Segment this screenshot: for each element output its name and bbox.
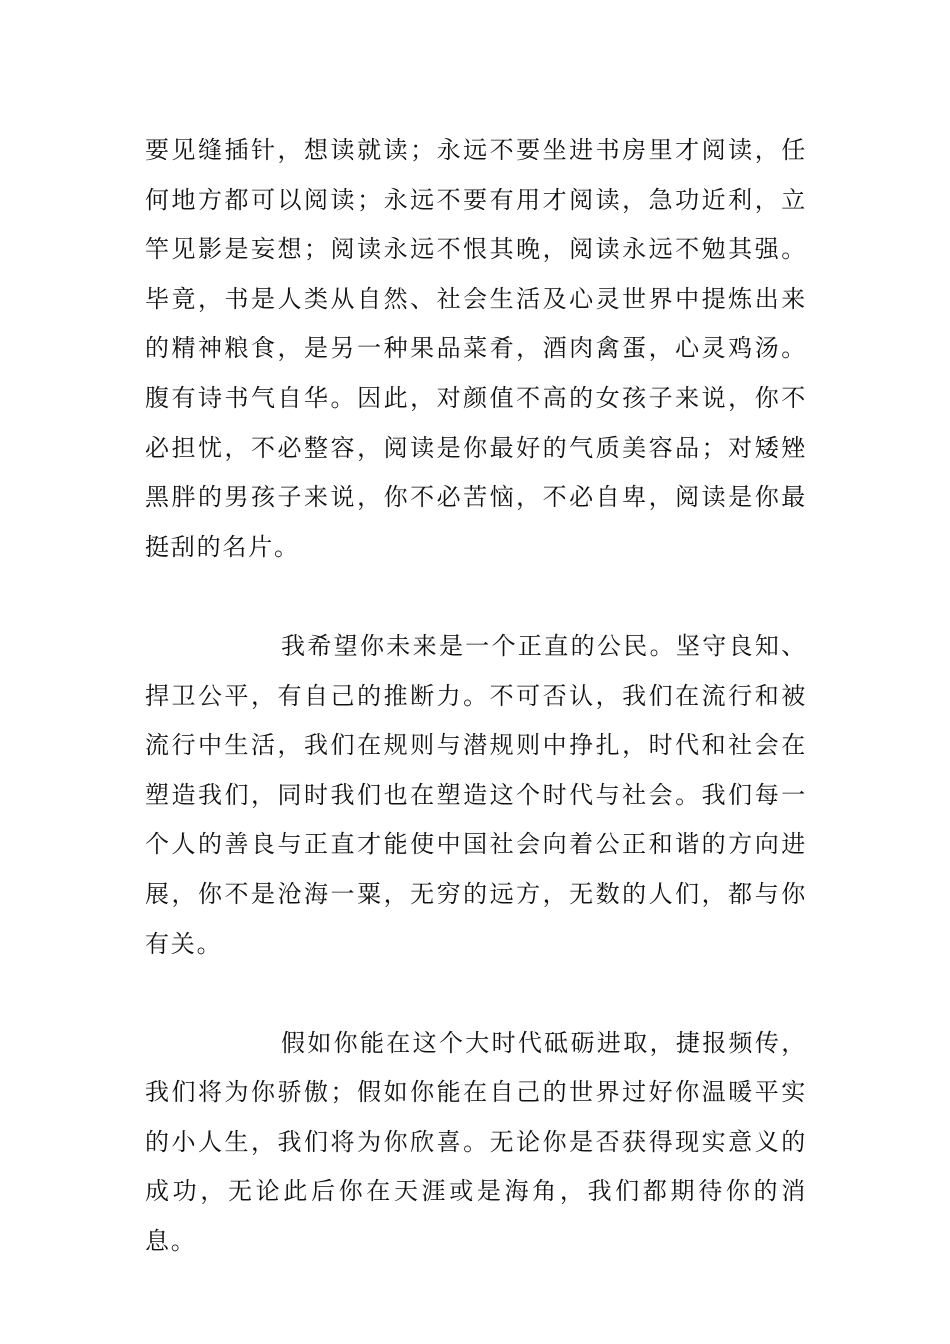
paragraph-citizen: 我希望你未来是一个正直的公民。坚守良知、捍卫公平，有自己的推断力。不可否认，我们在流行和被流行中生活，我们在规则与潜规则中挣扎，时代和社会在塑造我们，同时我们也在塑造这个时代与社会。我们每一个人的善良与正直才能使中国社会向着公正和谐的方向进展，你不是沧海一粟，无穷的远方，无数的人们，都与你有关。 [145,631,807,958]
document-body [145,126,807,1267]
paragraph-reading: 要见缝插针，想读就读；永远不要坐进书房里才阅读，任何地方都可以阅读；永远不要有用才阅读，急功近利，立竿见影是妄想；阅读永远不恨其晚，阅读永远不勉其强。毕竟，书是人类从自然、社会生活及心灵世界中提炼出来的精神粮食，是另一种果品菜肴，酒肉禽蛋，心灵鸡汤。腹有诗书气自华。因此，对颜值不高的女孩子来说，你不必担忧，不必整容，阅读是你最好的气质美容品；对矮矬黑胖的男孩子来说，你不必苦恼，不必自卑，阅读是你最挺刮的名片。 [145,136,807,561]
paragraph-expectation: 假如你能在这个大时代砥砺进取，捷报频传，我们将为你骄傲；假如你能在自己的世界过好你温暖平实的小人生，我们将为你欣喜。无论你是否获得现实意义的成功，无论此后你在天涯或是海角，我们都期待你的消息。 [145,1028,807,1256]
